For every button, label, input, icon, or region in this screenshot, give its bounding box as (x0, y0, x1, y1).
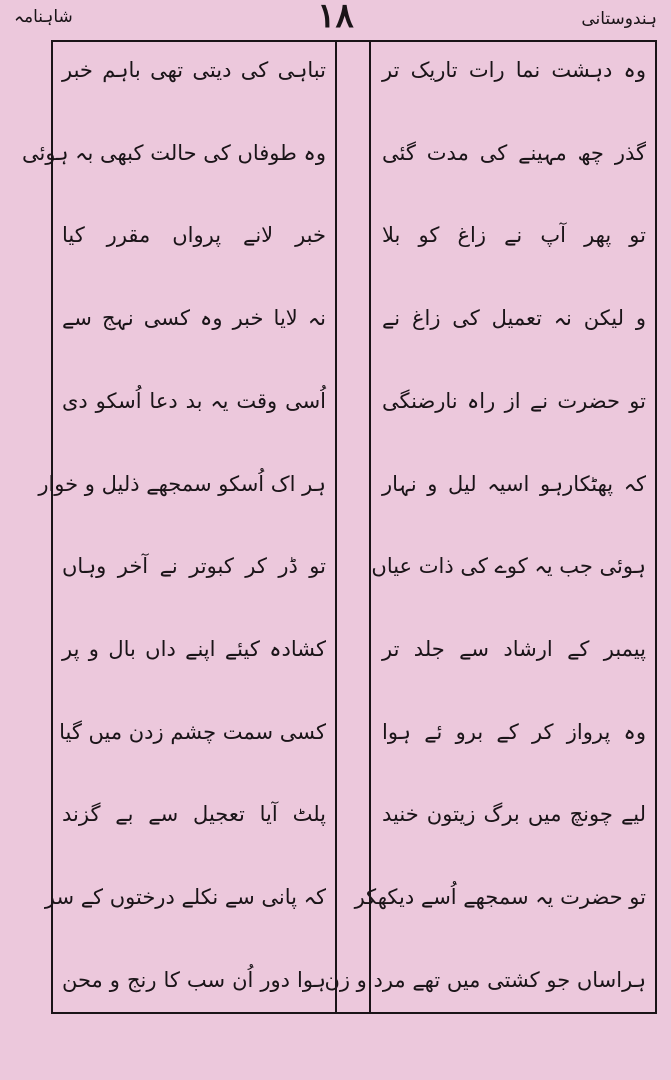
verse-line: کہ پانی سے نکلے درختوں کے سر (44, 885, 326, 910)
running-title-right: ہندوستانی (581, 9, 657, 29)
page-header (0, 0, 671, 36)
verse-line: کسی سمت چشم زدن میں گیا (59, 719, 326, 744)
verse-line: تباہی کی دیتی تھی باہم خبر (62, 58, 326, 82)
verse-line: پیمبر کے ارشاد سے جلد تر (382, 637, 646, 662)
verse-line: تو پھر آپ نے زاغ کو بلا (382, 223, 646, 248)
running-title-left: شاہنامہ (14, 7, 73, 27)
verse-line: ہر اک اُسکو سمجھے ذلیل و خوار (38, 471, 326, 496)
verse-line: وہ دہشت نما رات تاریک تر (382, 58, 646, 82)
verse-line: تو ڈر کر کبوتر نے آخر وہاں (62, 554, 326, 579)
verse-line: پلٹ آیا تعجیل سے بے گزند (62, 802, 326, 827)
verse-line: لیے چونچ میں برگ زیتون خنید (382, 802, 646, 827)
verse-line: ہوا دور اُن سب کا رنج و محن (62, 967, 326, 992)
verse-line: نہ لایا خبر وہ کسی نہج سے (62, 306, 326, 331)
column-rule-right (369, 40, 371, 1014)
verse-line: تو حضرت نے از راہ نارضنگی (382, 388, 646, 413)
column-rule-left (335, 40, 337, 1014)
verse-line: تو حضرت یہ سمجھے اُسے دیکھکر (354, 885, 646, 910)
verse-line: و لیکن نہ تعمیل کی زاغ نے (382, 306, 646, 331)
verse-line: اُسی وقت یہ بد دعا اُسکو دی (62, 388, 326, 413)
verse-column-left (22, 50, 330, 1000)
verse-line: کشادہ کیئے اپنے داں بال و پر (62, 637, 326, 662)
verse-line: وہ طوفاں کی حالت کبھی بہ ہوئی (22, 140, 326, 165)
verse-line: ہراساں جو کشتی میں تھے مرد و زن (324, 967, 646, 992)
verse-line: ہوئی جب یہ کوے کی ذات عیاں (371, 554, 646, 579)
verse-line: خبر لانے پرواں مقرر کیا (62, 223, 326, 248)
page-number: ۱۸ (317, 0, 354, 36)
verse-line: کہ پھٹکارہو اسیہ لیل و نہار (382, 471, 646, 496)
verse-line: گذر چھ مہینے کی مدت گئی (382, 140, 646, 165)
verse-column-right (324, 50, 650, 1000)
verse-line: وہ پرواز کر کے برو ئے ہوا (382, 719, 646, 744)
